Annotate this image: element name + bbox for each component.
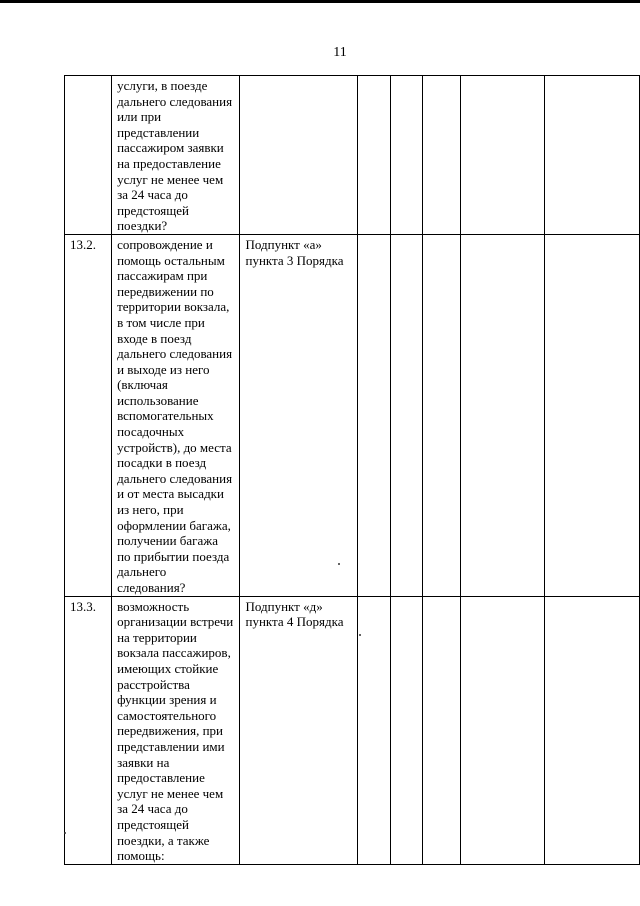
empty-cell [423,234,461,596]
reference-cell [240,234,358,596]
row-number-cell: 13.3. [65,596,112,864]
empty-cell [544,76,639,235]
top-edge-line [0,0,640,3]
table-row [65,596,640,864]
empty-cell [461,596,545,864]
empty-cell [423,596,461,864]
reference-cell [240,76,358,235]
question-cell [112,76,240,235]
requirements-table [64,75,640,865]
question-text: сопровождение и помощь остальным пассажирам при передвижении по территории вокзала, в том числе при входе в поезд дальнего следования и выходе из него (включая использование вспомогательных посадочных устройств), до места посадки в поезд дальнего следования и от места высадки из него, при оформлении багажа, получении багажа по прибытии поезда дальнего следования? [117,236,233,595]
empty-cell [461,234,545,596]
scan-speck [64,832,66,834]
empty-cell [358,234,391,596]
empty-cell [391,234,423,596]
scan-speck [359,634,361,636]
table-row [65,234,640,596]
row-number-cell: 13.2. [65,234,112,596]
empty-cell [461,76,545,235]
empty-cell [544,596,639,864]
table-row [65,76,640,235]
empty-cell [544,234,639,596]
empty-cell [423,76,461,235]
page-number: 11 [333,45,347,60]
row-number-cell [65,76,112,235]
scan-speck [338,563,340,565]
reference-cell [240,596,358,864]
question-cell [112,234,240,596]
empty-cell [358,76,391,235]
reference-text: Подпункт «а» пункта 3 Порядка [245,236,344,268]
question-text: услуги, в поезде дальнего следования или при представлении пассажиром заявки на предоставление услуг не менее чем за 24 часа до предстоящей поездки? [117,78,233,234]
reference-text: Подпункт «д» пункта 4 Порядка [245,598,344,630]
question-text: возможность организации встречи на территории вокзала пассажиров, имеющих стойкие расстройства функции зрения и самостоятельного передвижения, при представлении ими заявки на предоставление услуг не менее чем за 24 часа до предстоящей поездки, а также помощь: [117,598,234,864]
empty-cell [391,76,423,235]
empty-cell [358,596,391,864]
empty-cell [391,596,423,864]
question-cell [112,596,240,864]
